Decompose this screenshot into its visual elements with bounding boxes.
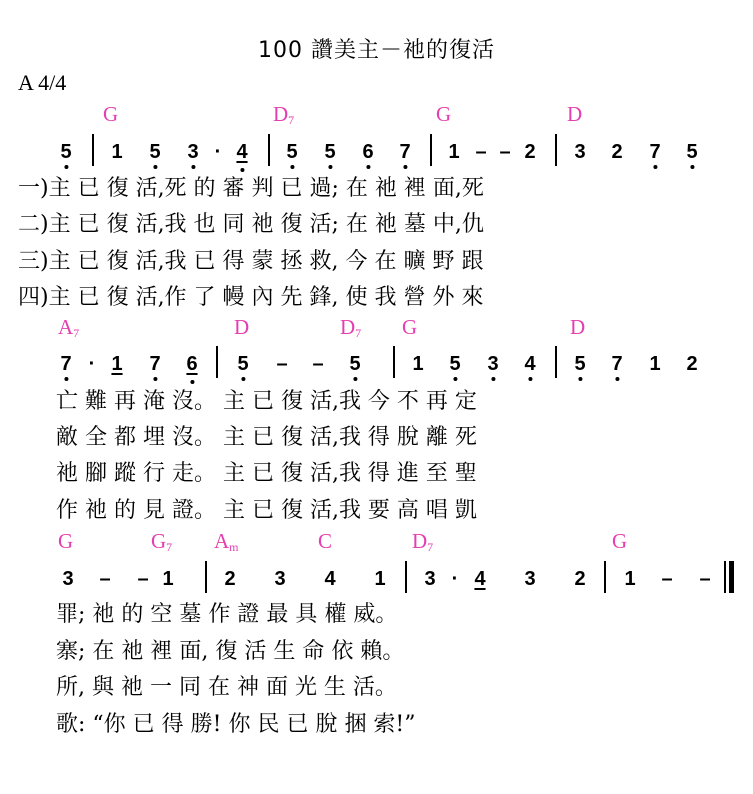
note: –: [661, 568, 673, 590]
note: 5: [237, 354, 248, 374]
note: 3: [574, 141, 586, 163]
chord: $D_7$: [273, 102, 295, 127]
chord: $A_7$: [58, 315, 80, 340]
note: 3: [424, 568, 436, 590]
note: 1: [111, 141, 123, 163]
note: 4: [474, 568, 486, 590]
note: 6: [362, 142, 373, 162]
note: 7: [399, 142, 410, 162]
barline: [555, 346, 557, 378]
note: –: [475, 141, 487, 163]
note: 7: [149, 354, 160, 374]
note: 5: [686, 142, 697, 162]
barline: [604, 561, 606, 593]
note: 1: [111, 353, 123, 375]
note: ·: [88, 353, 96, 375]
note: 4: [524, 354, 535, 374]
note: 5: [574, 354, 585, 374]
note: 2: [524, 141, 536, 163]
note: 7: [60, 354, 71, 374]
lyric-line: 所, 與 祂 一 同 在 神 面 光 生 活。: [56, 675, 397, 700]
barline: [430, 134, 432, 166]
note: 2: [224, 568, 236, 590]
key-time-signature: A 4/4: [18, 70, 67, 95]
note: 2: [686, 353, 698, 375]
note: 2: [611, 141, 623, 163]
note: 4: [324, 568, 336, 590]
chord: G: [436, 102, 452, 126]
note: 7: [611, 354, 622, 374]
note: –: [312, 353, 324, 375]
chord: G: [58, 529, 74, 553]
note: 1: [374, 568, 386, 590]
barline: [216, 346, 218, 378]
lyric-line: 罪; 祂 的 空 墓 作 證 最 具 權 威。: [56, 602, 398, 627]
note: 3: [274, 568, 286, 590]
note: 1: [412, 353, 424, 375]
note: 5: [286, 142, 297, 162]
lyric-line: 祂 腳 蹤 行 走。 主 已 復 活,我 得 進 至 聖: [56, 461, 477, 486]
chord: D: [234, 315, 250, 339]
note: 7: [649, 142, 660, 162]
barline: [393, 346, 395, 378]
final-barline-thick: [729, 561, 734, 593]
barline: [268, 134, 270, 166]
note: –: [99, 568, 111, 590]
chord: G: [612, 529, 628, 553]
note: 6: [186, 354, 197, 374]
lyric-line: 作 祂 的 見 證。 主 已 復 活,我 要 高 唱 凱: [56, 498, 477, 523]
note: 1: [448, 141, 460, 163]
lyric-line: 亡 難 再 淹 沒。 主 已 復 活,我 今 不 再 定: [56, 389, 477, 414]
note: 3: [487, 354, 498, 374]
note: 1: [649, 353, 661, 375]
chord: $A_m$: [214, 529, 239, 554]
lyric-line: 四)主 已 復 活,作 了 幔 內 先 鋒, 使 我 營 外 來: [18, 285, 484, 310]
note: –: [699, 568, 711, 590]
barline: [92, 134, 94, 166]
lyric-line: 寨; 在 祂 裡 面, 復 活 生 命 依 賴。: [56, 639, 405, 664]
page-title: 100 讚美主－祂的復活: [258, 38, 495, 63]
note: ·: [214, 141, 222, 163]
note: 1: [162, 568, 174, 590]
note: 5: [349, 354, 360, 374]
chord: $D_7$: [340, 315, 362, 340]
note: –: [137, 568, 149, 590]
chord: D: [567, 102, 583, 126]
chord: $D_7$: [412, 529, 434, 554]
barline: [205, 561, 207, 593]
lyric-line: 三)主 已 復 活,我 已 得 蒙 拯 救, 今 在 曠 野 跟: [18, 249, 484, 274]
chord: D: [570, 315, 586, 339]
note: –: [499, 141, 511, 163]
note: 5: [449, 354, 460, 374]
chord: G: [402, 315, 418, 339]
note: ·: [451, 568, 459, 590]
note: 2: [574, 568, 586, 590]
final-barline: [724, 561, 726, 593]
note: 3: [187, 142, 198, 162]
note: 3: [62, 568, 74, 590]
barline: [555, 134, 557, 166]
note: 1: [624, 568, 636, 590]
note: 4: [236, 142, 247, 162]
chord: $G_7$: [151, 529, 173, 554]
note: 3: [524, 568, 536, 590]
note: –: [276, 353, 288, 375]
note: 5: [324, 142, 335, 162]
barline: [405, 561, 407, 593]
note: 5: [149, 142, 160, 162]
chord: C: [318, 529, 333, 553]
lyric-line: 二)主 已 復 活,我 也 同 祂 復 活; 在 祂 墓 中,仇: [18, 212, 484, 237]
lyric-line: 一)主 已 復 活,死 的 審 判 已 過; 在 祂 裡 面,死: [18, 176, 484, 201]
lyric-line: 歌: “你 已 得 勝! 你 民 已 脫 捆 索!”: [56, 712, 416, 737]
lyric-line: 敵 全 都 埋 沒。 主 已 復 活,我 得 脫 離 死: [56, 425, 477, 450]
chord: G: [103, 102, 119, 126]
note: 5: [60, 142, 71, 162]
